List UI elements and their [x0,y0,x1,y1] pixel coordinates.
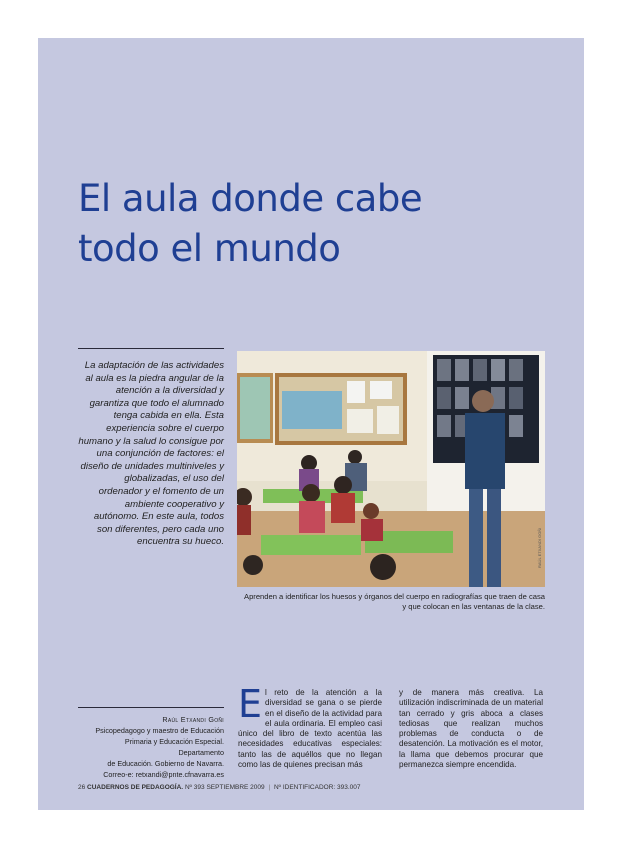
drop-cap: E [238,682,263,726]
author-name: Raúl Etxandi Goñi [162,715,224,724]
footer-separator: | [268,784,271,791]
author-block [78,714,224,780]
page-footer [78,784,548,791]
author-role-line-3: de Educación. Gobierno de Navarra. [107,759,224,768]
classroom-photo [237,351,545,587]
body-column-1-text: l reto de la atención a la diversidad se gana o se pierde en el diseño de la actividad para el aula ordinaria. El empleo casi único del libro de texto acentúa las necesidades educativas especiales: tanto las de aquéllos que no llegan como las de quienes precisan más [238,688,382,770]
classroom-photo-illustration [237,351,545,587]
title-line-1: El aula donde cabe [78,177,423,220]
body-column-2: y de manera más creativa. La utilización indiscriminada de un material tan cerrado y gris aboca a clases tediosas que realizan muchos problemas de conducta o de desatención. La motivación es el motor, la llama que debemos procurar que permanezca siempre encendida. [399,688,543,770]
author-divider [78,707,224,708]
author-email: Correo-e: retxandi@pnte.cfnavarra.es [103,770,224,779]
article-page [38,38,584,810]
caption-line-2: y que colocan en las ventanas de la clase. [402,602,545,611]
title-line-2: todo el mundo [78,227,341,270]
page-number: 26 [78,784,86,791]
photo-caption [237,592,545,612]
photo-credit: RAÚL ETXANDI GOÑI [537,527,542,568]
lead-paragraph: La adaptación de las actividades al aula es la piedra angular de la atención a la diversidad y garantiza que todo el alumnado tenga cabida en ella. Esta experiencia sobre el cuerpo humano y la salud lo consigue por una conjunción de factores: el diseño de unidades multiniveles y globalizadas, el uso del ordenador y el fomento de un ambiente cooperativo y autónomo. En este aula, todos son diferentes, pero cada uno encuentra su hueco. [78,360,224,548]
identifier: Nº IDENTIFICADOR: 393.007 [273,784,361,791]
caption-line-1: Aprenden a identificar los huesos y órganos del cuerpo en radiografías que traen de casa [244,592,545,601]
lead-divider [78,348,224,349]
author-role-line-2: Primaria y Educación Especial. Departamento [124,737,224,757]
article-title [78,174,558,274]
issue-info: Nº 393 SEPTIEMBRE 2009 [184,784,265,791]
body-column-1 [238,682,382,770]
journal-name: CUADERNOS DE PEDAGOGÍA. [87,784,184,791]
author-role-line-1: Psicopedagogo y maestro de Educación [95,726,224,735]
